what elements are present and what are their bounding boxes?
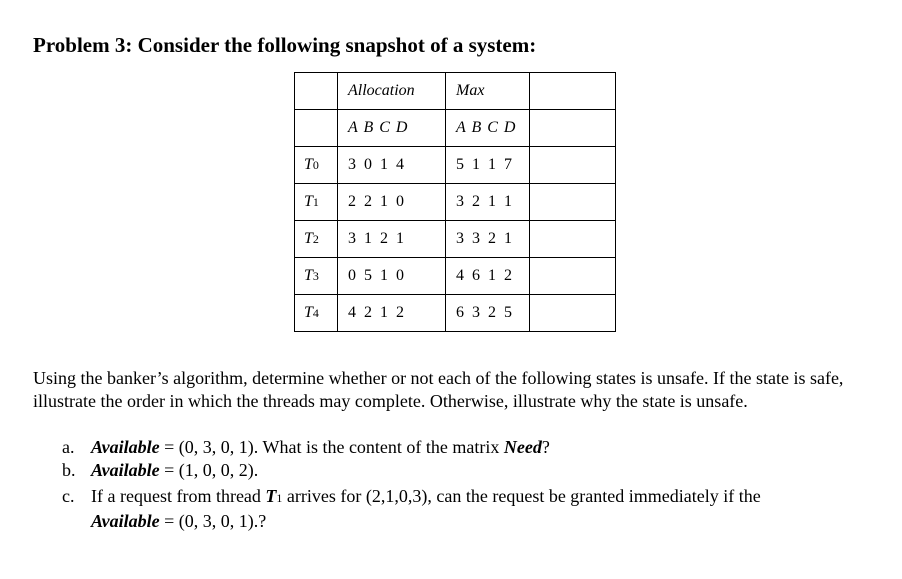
allocation-cell: 0 5 1 0 xyxy=(338,258,446,295)
table-row xyxy=(295,221,616,258)
thread-cell: T3 xyxy=(295,258,338,295)
table-row xyxy=(295,184,616,221)
thread-cell: T2 xyxy=(295,221,338,258)
instructions-paragraph: Using the banker’s algorithm, determine whether or not each of the following states is unsafe. If the state is safe, illustrate the order in which the threads may complete. Otherwise, illustrate why the state is unsafe. xyxy=(33,368,844,411)
item-label: a. xyxy=(62,437,75,457)
max-cell: 5 1 1 7 xyxy=(446,147,530,184)
item-label: b. xyxy=(62,460,76,480)
table-cell xyxy=(530,147,616,184)
question-list xyxy=(62,436,882,533)
table-cell xyxy=(295,110,338,147)
max-header: Max xyxy=(446,73,530,110)
item-text: Available = (1, 0, 0, 2). xyxy=(91,460,259,480)
list-item xyxy=(62,459,882,482)
max-cell: 3 3 2 1 xyxy=(446,221,530,258)
max-cell: 6 3 2 5 xyxy=(446,295,530,332)
allocation-cell: 3 1 2 1 xyxy=(338,221,446,258)
table-cell xyxy=(530,221,616,258)
allocation-resources-header: A B C D xyxy=(338,110,446,147)
table-subheader-row xyxy=(295,110,616,147)
table-cell xyxy=(530,184,616,221)
table-row xyxy=(295,295,616,332)
snapshot-table xyxy=(294,72,616,332)
table-cell xyxy=(295,73,338,110)
table-cell xyxy=(530,73,616,110)
max-cell: 3 2 1 1 xyxy=(446,184,530,221)
allocation-cell: 4 2 1 2 xyxy=(338,295,446,332)
thread-cell: T4 xyxy=(295,295,338,332)
allocation-cell: 2 2 1 0 xyxy=(338,184,446,221)
thread-cell: T1 xyxy=(295,184,338,221)
table-cell xyxy=(530,258,616,295)
table-row xyxy=(295,258,616,295)
table-row xyxy=(295,147,616,184)
max-resources-header: A B C D xyxy=(446,110,530,147)
table-cell xyxy=(530,110,616,147)
thread-cell: T0 xyxy=(295,147,338,184)
list-item xyxy=(62,485,882,533)
allocation-header: Allocation xyxy=(338,73,446,110)
item-text: If a request from thread T1 arrives for (2,1,0,3), can the request be granted immediately if the Available = (0, 3, 0, 1).? xyxy=(91,486,761,531)
table-cell xyxy=(530,295,616,332)
allocation-cell: 3 0 1 4 xyxy=(338,147,446,184)
list-item xyxy=(62,436,882,459)
problem-heading: Problem 3: Consider the following snapshot of a system: xyxy=(33,33,537,57)
item-label: c. xyxy=(62,486,75,506)
table-header-row xyxy=(295,73,616,110)
item-text: Available = (0, 3, 0, 1). What is the content of the matrix Need? xyxy=(91,437,550,457)
max-cell: 4 6 1 2 xyxy=(446,258,530,295)
